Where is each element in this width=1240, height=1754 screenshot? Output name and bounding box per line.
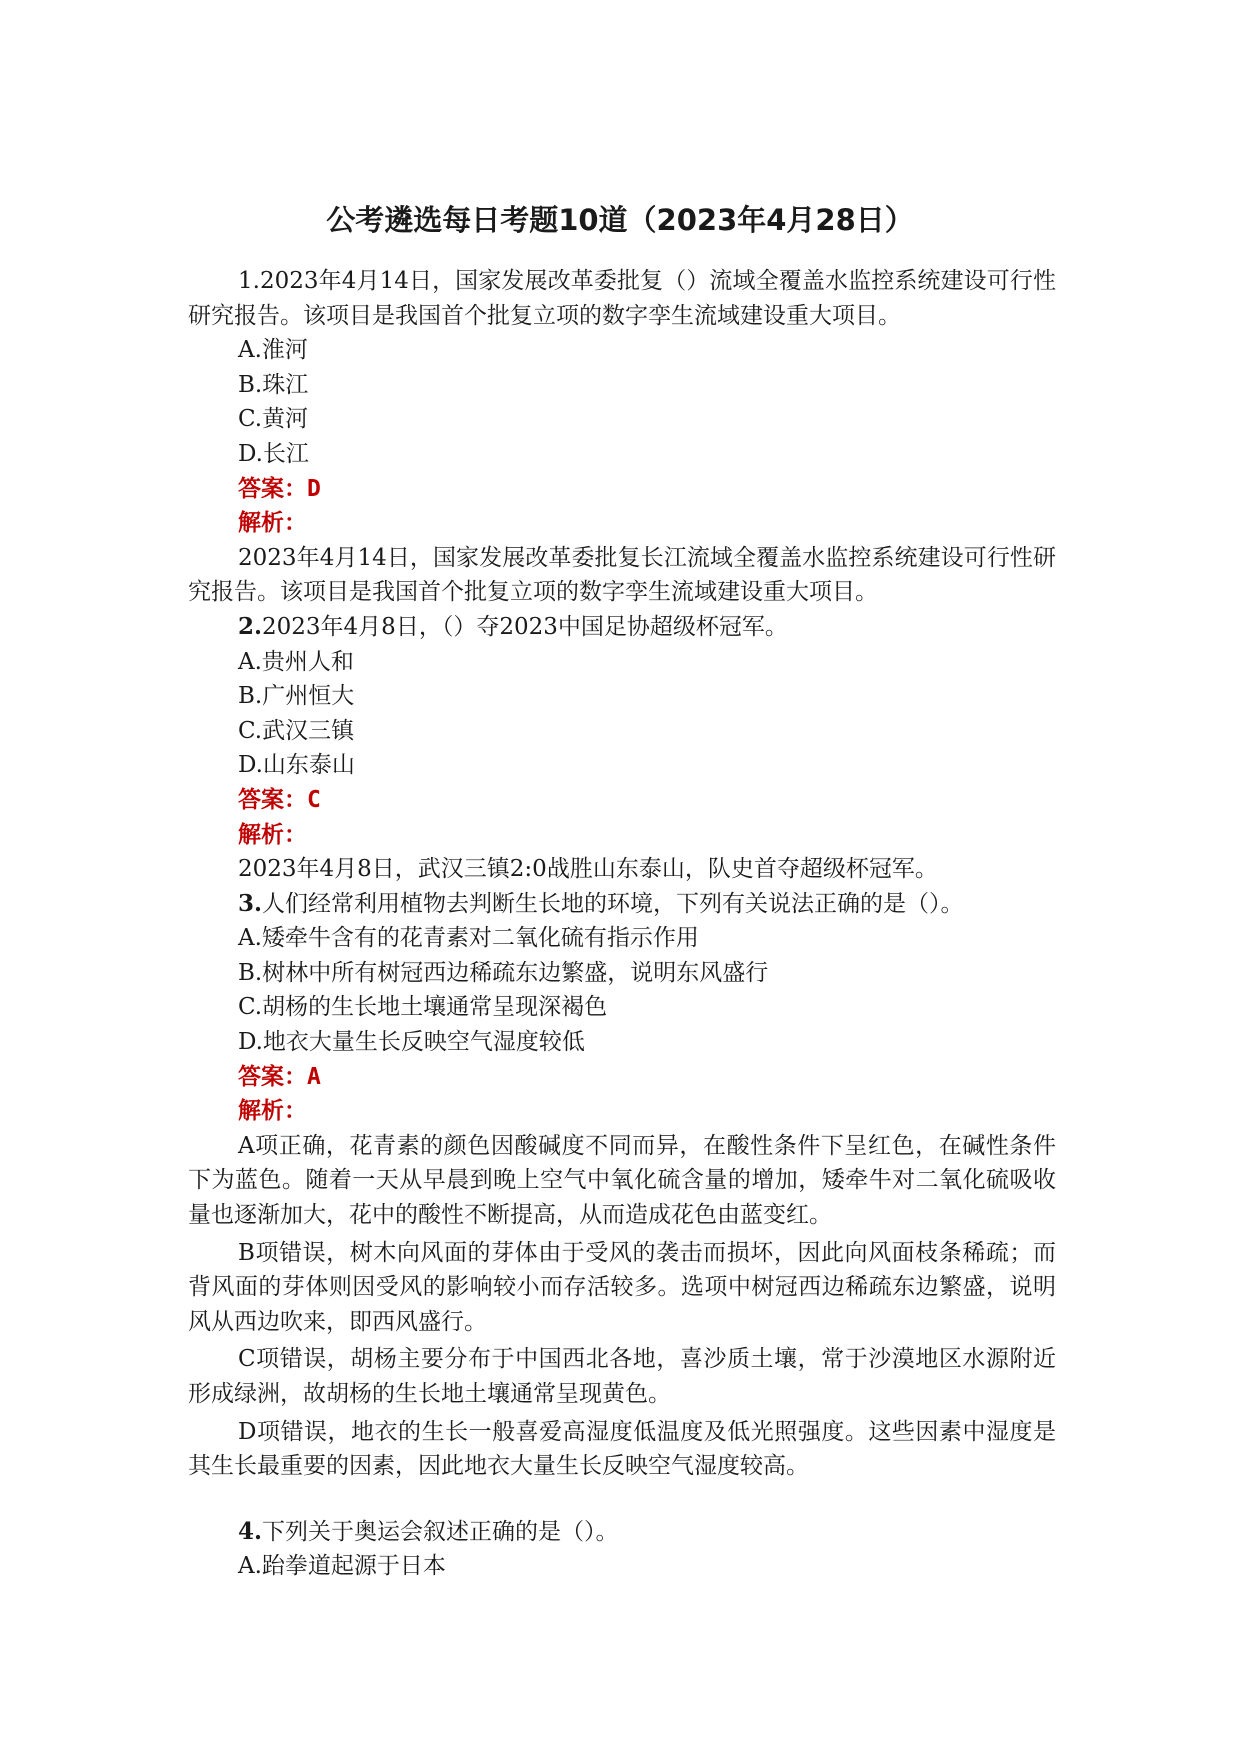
question-stem	[188, 264, 1056, 333]
option-d: D.长江	[238, 440, 309, 467]
analysis-paragraph: 2023年4月8日，武汉三镇2:0战胜山东泰山，队史首夺超级杯冠军。	[238, 856, 938, 883]
option-b: B.树林中所有树冠西边稀疏东边繁盛，说明东风盛行	[238, 959, 769, 986]
question-text: 2023年4月8日，（）夺2023中国足协超级杯冠军。	[262, 613, 788, 640]
option-a: A.矮牵牛含有的花青素对二氧化硫有指示作用	[238, 925, 699, 952]
question-number: 4.	[238, 1517, 263, 1545]
option-b: B.珠江	[238, 371, 309, 398]
option-d: D.地衣大量生长反映空气湿度较低	[238, 1029, 585, 1056]
answer-line: 答案：D	[238, 475, 321, 502]
analysis-paragraph: A项正确，花青素的颜色因酸碱度不同而异，在酸性条件下呈红色，在碱性条件下为蓝色。随着一天从早晨到晚上空气中氧化硫含量的增加，矮牵牛对二氧化硫吸收量也逐渐加大，花中的酸性不断提高，从而造成花色由蓝变红。	[188, 1132, 1056, 1229]
analysis-paragraph: D项错误，地衣的生长一般喜爱高湿度低温度及低光照强度。这些因素中湿度是其生长最重要的因素，因此地衣大量生长反映空气湿度较高。	[188, 1418, 1056, 1480]
question-number: 3.	[238, 889, 263, 917]
question-stem	[188, 610, 1056, 645]
question-number: 2.	[238, 612, 263, 640]
question-stem	[188, 1515, 1056, 1550]
question-text: 2023年4月14日，国家发展改革委批复（）流域全覆盖水监控系统建设可行性研究报告。该项目是我国首个批复立项的数字孪生流域建设重大项目。	[188, 268, 1056, 329]
option-c: C.黄河	[238, 406, 309, 433]
option-c: C.胡杨的生长地土壤通常呈现深褐色	[238, 994, 608, 1021]
question-text: 人们经常利用植物去判断生长地的环境，下列有关说法正确的是（）。	[262, 890, 964, 917]
option-a: A.淮河	[238, 337, 308, 364]
document-title: 公考遴选每日考题10道（2023年4月28日）	[326, 203, 914, 237]
question-2	[188, 610, 1056, 887]
question-stem	[188, 887, 1056, 922]
question-text: 下列关于奥运会叙述正确的是（）。	[262, 1518, 619, 1545]
spacer	[188, 1484, 1056, 1515]
question-3	[188, 887, 1056, 1484]
option-b: B.广州恒大	[238, 683, 355, 710]
option-d: D.山东泰山	[238, 752, 355, 779]
analysis-label: 解析：	[238, 821, 307, 848]
analysis-paragraph: C项错误，胡杨主要分布于中国西北各地，喜沙质土壤，常于沙漠地区水源附近形成绿洲，故胡杨的生长地土壤通常呈现黄色。	[188, 1346, 1056, 1407]
answer-line: 答案：A	[238, 1063, 321, 1090]
question-number: 1.	[238, 268, 260, 294]
option-a: A.跆拳道起源于日本	[238, 1553, 446, 1580]
question-1	[188, 264, 1056, 610]
analysis-paragraph: B项错误，树木向风面的芽体由于受风的袭击而损坏，因此向风面枝条稀疏；而背风面的芽体则因受风的影响较小而存活较多。选项中树冠西边稀疏东边繁盛，说明风从西边吹来，即西风盛行。	[188, 1239, 1056, 1335]
question-4	[188, 1515, 1056, 1584]
analysis-label: 解析：	[238, 1098, 307, 1125]
option-c: C.武汉三镇	[238, 717, 355, 744]
analysis-label: 解析：	[238, 510, 307, 537]
option-a: A.贵州人和	[238, 648, 354, 675]
answer-line: 答案：C	[238, 786, 321, 813]
document-body	[188, 264, 1056, 1584]
analysis-paragraph: 2023年4月14日，国家发展改革委批复长江流域全覆盖水监控系统建设可行性研究报告。该项目是我国首个批复立项的数字孪生流域建设重大项目。	[188, 544, 1056, 606]
